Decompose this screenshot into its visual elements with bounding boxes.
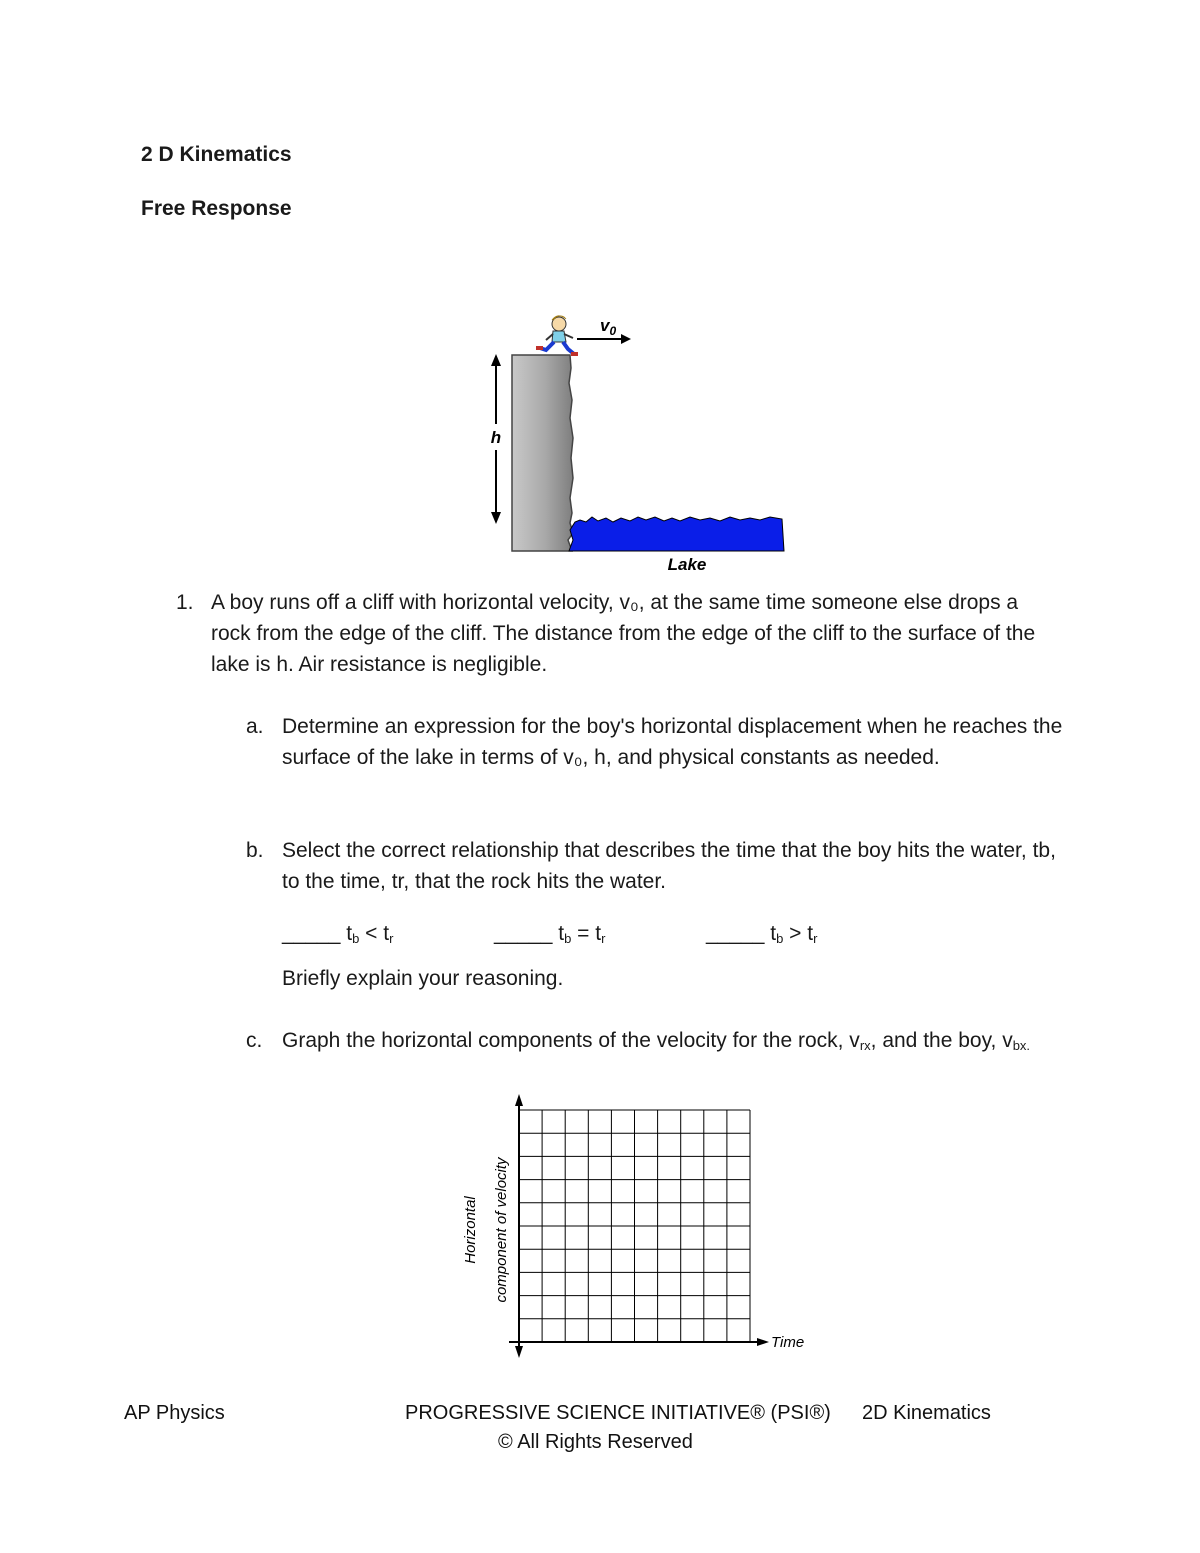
choice-rhs: t [595, 922, 602, 945]
part-b-text: Select the correct relationship that describes the time that the boy hits the water, tb, to the time, tr, that the rock hits the water. [282, 839, 1056, 893]
choice-operator: = [577, 922, 590, 945]
footer-copyright: © All Rights Reserved [498, 1431, 693, 1453]
section-subtitle: Free Response [141, 197, 292, 220]
choice-less-than[interactable] [282, 918, 393, 954]
boy-icon [536, 316, 578, 356]
reasoning-prompt: Briefly explain your reasoning. [282, 967, 564, 990]
choice-greater-than[interactable] [706, 918, 817, 954]
choice-operator: < [365, 922, 378, 945]
part-c-text [282, 1025, 1072, 1061]
part-c-sub-bx: bx. [1012, 1038, 1031, 1053]
choice-rhs-sub: r [389, 931, 394, 946]
y-axis-arrow-up [515, 1094, 523, 1106]
part-c-letter: c. [246, 1029, 263, 1052]
choice-rhs: t [383, 922, 390, 945]
y-axis-label-line1: Horizontal [462, 1196, 479, 1264]
footer-topic: 2D Kinematics [862, 1402, 991, 1424]
page-title: 2 D Kinematics [141, 143, 292, 166]
question-number: 1. [176, 591, 194, 614]
lake-label: Lake [667, 555, 707, 574]
footer-course: AP Physics [124, 1402, 225, 1424]
x-axis-label: Time [771, 1334, 805, 1351]
choice-lhs: t [346, 922, 353, 945]
choice-lhs-sub: b [776, 931, 784, 946]
choice-rhs: t [807, 922, 814, 945]
answer-blank[interactable]: _____ [494, 922, 553, 945]
cliff-figure [480, 308, 800, 578]
y-axis-arrow-down [515, 1346, 523, 1358]
part-a-letter: a. [246, 715, 264, 738]
blank-graph-grid[interactable] [455, 1090, 815, 1360]
choice-lhs: t [770, 922, 777, 945]
cliff [512, 355, 573, 551]
lake-water [569, 517, 784, 551]
choice-equal[interactable] [494, 918, 605, 954]
answer-blank[interactable]: _____ [282, 922, 341, 945]
x-axis-arrow [757, 1338, 769, 1346]
part-b-letter: b. [246, 839, 264, 862]
choice-rhs-sub: r [601, 931, 606, 946]
choice-lhs: t [558, 922, 565, 945]
height-label: h [490, 428, 502, 447]
part-c-text-1: Graph the horizontal components of the velocity for the rock, v [282, 1029, 860, 1052]
part-a-text: Determine an expression for the boy's horizontal displacement when he reaches the surface of the lake in terms of v₀, h, and physical constants as needed. [282, 715, 1063, 769]
choice-lhs-sub: b [564, 931, 572, 946]
footer-publisher: PROGRESSIVE SCIENCE INITIATIVE® (PSI®) [405, 1402, 831, 1424]
velocity-label: $v_0$ [600, 316, 617, 338]
velocity-arrow [577, 334, 631, 344]
question-text: A boy runs off a cliff with horizontal velocity, v₀, at the same time someone else drops a rock from the edge of the cliff. The distance from the edge of the cliff to the surface of the lake is h. Air resistance is negligible. [211, 591, 1036, 676]
part-c-sub-rx: rx [859, 1038, 871, 1053]
y-axis-label-line2: component of velocity [493, 1157, 510, 1303]
choice-rhs-sub: r [813, 931, 818, 946]
choice-operator: > [789, 922, 802, 945]
grid-lines [519, 1110, 750, 1342]
answer-blank[interactable]: _____ [706, 922, 765, 945]
choice-lhs-sub: b [352, 931, 360, 946]
part-c-text-2: , and the boy, v [870, 1029, 1013, 1052]
